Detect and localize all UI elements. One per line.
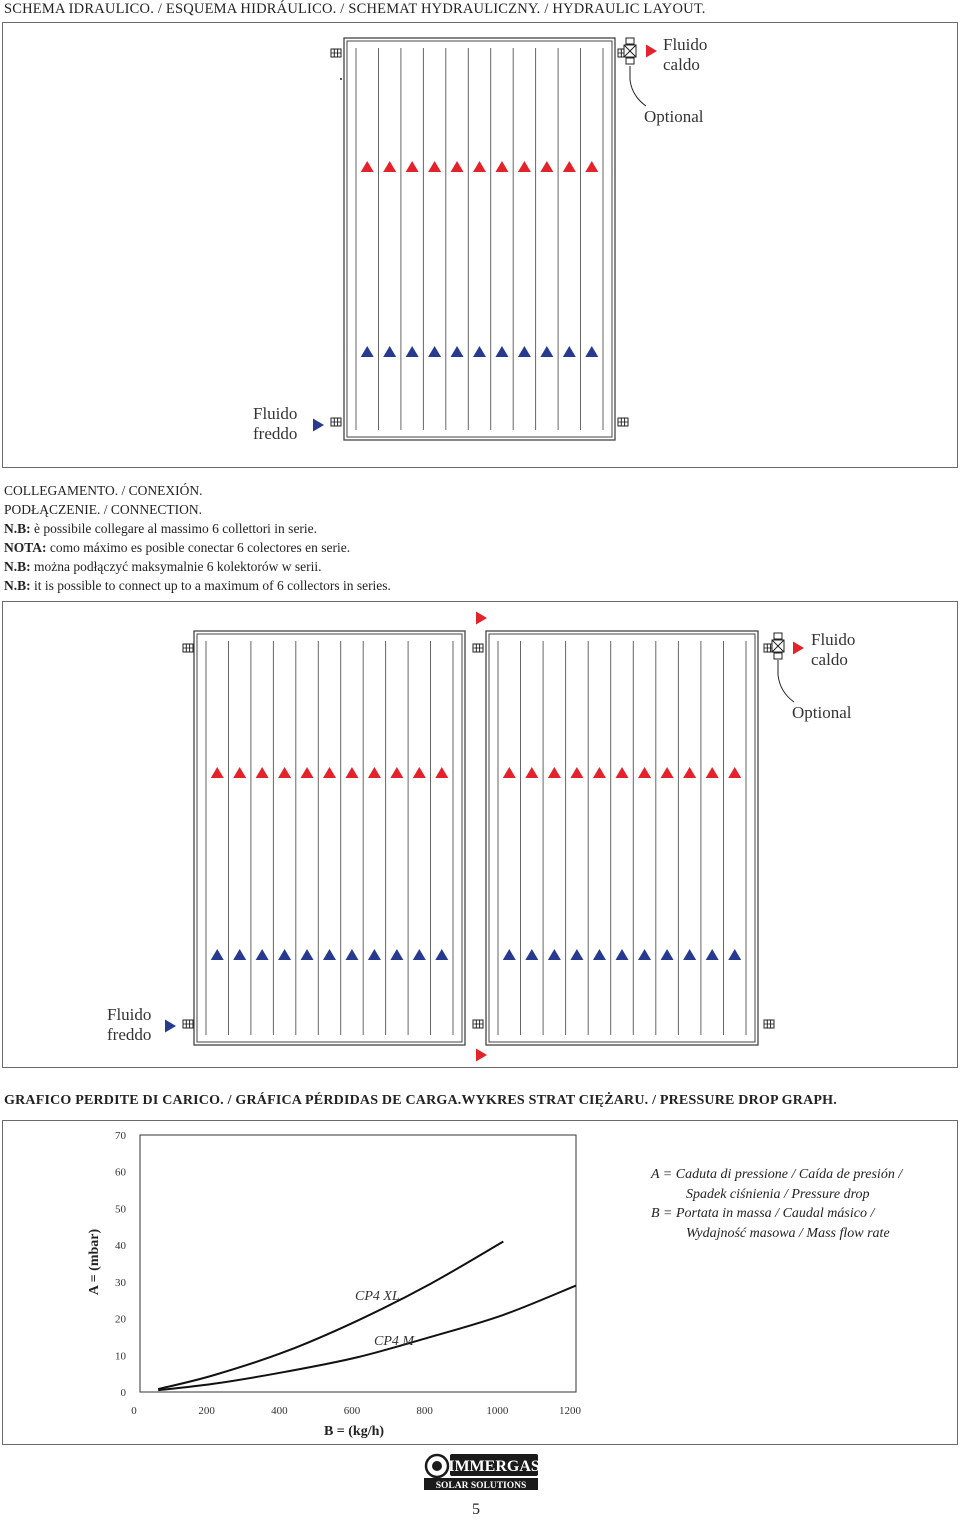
note-text: como máximo es posible conectar 6 colectores en serie.	[46, 540, 351, 555]
note-prefix: N.B:	[4, 578, 31, 593]
chart-legend	[651, 1165, 951, 1243]
note-text: è possibile collegare al massimo 6 collettori in serie.	[30, 521, 318, 536]
x-tick-label: 0	[131, 1405, 137, 1417]
series-line-cp4-xl	[158, 1241, 503, 1389]
hot-fluid-label-line2: caldo	[663, 55, 700, 74]
logo-subtitle: SOLAR SOLUTIONS	[435, 1481, 527, 1491]
y-tick-label: 40	[115, 1240, 126, 1253]
connection-heading-2: PODŁĄCZENIE. / CONNECTION.	[4, 502, 202, 517]
cold-fluid-label-2-line1: Fluido	[107, 1005, 152, 1024]
immergas-logo	[420, 1452, 540, 1492]
note-text: można podłączyć maksymalnie 6 kolektorów w serii.	[30, 559, 322, 574]
note-prefix: NOTA:	[4, 540, 47, 555]
x-tick-label: 200	[198, 1405, 215, 1417]
hot-fluid-label-2-line2: caldo	[811, 650, 848, 669]
y-tick-label: 60	[115, 1166, 126, 1179]
plot-area	[140, 1135, 576, 1392]
x-tick-label: 1200	[559, 1405, 581, 1417]
hot-fluid-label-2-line1: Fluido	[811, 630, 856, 649]
page-number: 5	[472, 1501, 480, 1518]
legend-line-b1: B = Portata in massa / Caudal másico /	[651, 1206, 875, 1221]
note-prefix: N.B:	[4, 521, 31, 536]
y-tick-label: 0	[120, 1387, 126, 1399]
logo-wordmark: IMMERGAS	[448, 1458, 540, 1475]
logo-sun-core	[432, 1461, 442, 1471]
x-tick-label: 1000	[486, 1405, 509, 1417]
connection-heading-1: COLLEGAMENTO. / CONEXIÓN.	[4, 483, 203, 498]
y-axis-label: A = (mbar)	[87, 1228, 102, 1296]
note-text: it is possible to connect up to a maximum of 6 collectors in series.	[30, 578, 391, 593]
cold-fluid-label-line2: freddo	[253, 424, 298, 443]
note-prefix: N.B:	[4, 559, 31, 574]
logo-graphic	[420, 1452, 540, 1492]
x-tick-label: 400	[271, 1405, 288, 1417]
optional-label-2: Optional	[792, 703, 852, 722]
y-tick-label: 10	[115, 1350, 126, 1363]
cold-fluid-label-2-line2: freddo	[107, 1025, 152, 1044]
legend-line-a2: Spadek ciśnienia / Pressure drop	[686, 1186, 870, 1202]
y-tick-label: 30	[115, 1276, 126, 1289]
series-label-cp4-xl: CP4 XL	[355, 1289, 400, 1304]
legend-line-b2: Wydajność masowa / Mass flow rate	[686, 1225, 890, 1241]
x-tick-label: 600	[343, 1405, 361, 1417]
y-tick-label: 20	[115, 1313, 126, 1326]
graph-section-title: GRAFICO PERDITE DI CARICO. / GRÁFICA PÉRDIDAS DE CARGA.WYKRES STRAT CIĘŻARU. / PRESSURE DROP GRAPH.	[4, 1093, 837, 1108]
legend-line-a1: A = Caduta di pressione / Caída de presión /	[651, 1167, 903, 1182]
optional-label: Optional	[644, 107, 704, 126]
y-tick-label: 50	[115, 1203, 126, 1216]
y-tick-label: 70	[115, 1130, 126, 1142]
series-label-cp4-m: CP4 M	[374, 1334, 415, 1349]
hot-fluid-label-line1: Fluido	[663, 35, 708, 54]
x-axis-label: B = (kg/h)	[323, 1424, 385, 1439]
x-tick-label: 800	[416, 1405, 433, 1417]
cold-fluid-label-line1: Fluido	[253, 404, 298, 423]
page-header: SCHEMA IDRAULICO. / ESQUEMA HIDRÁULICO. / SCHEMAT HYDRAULICZNY. / HYDRAULIC LAYOUT.	[4, 1, 706, 17]
